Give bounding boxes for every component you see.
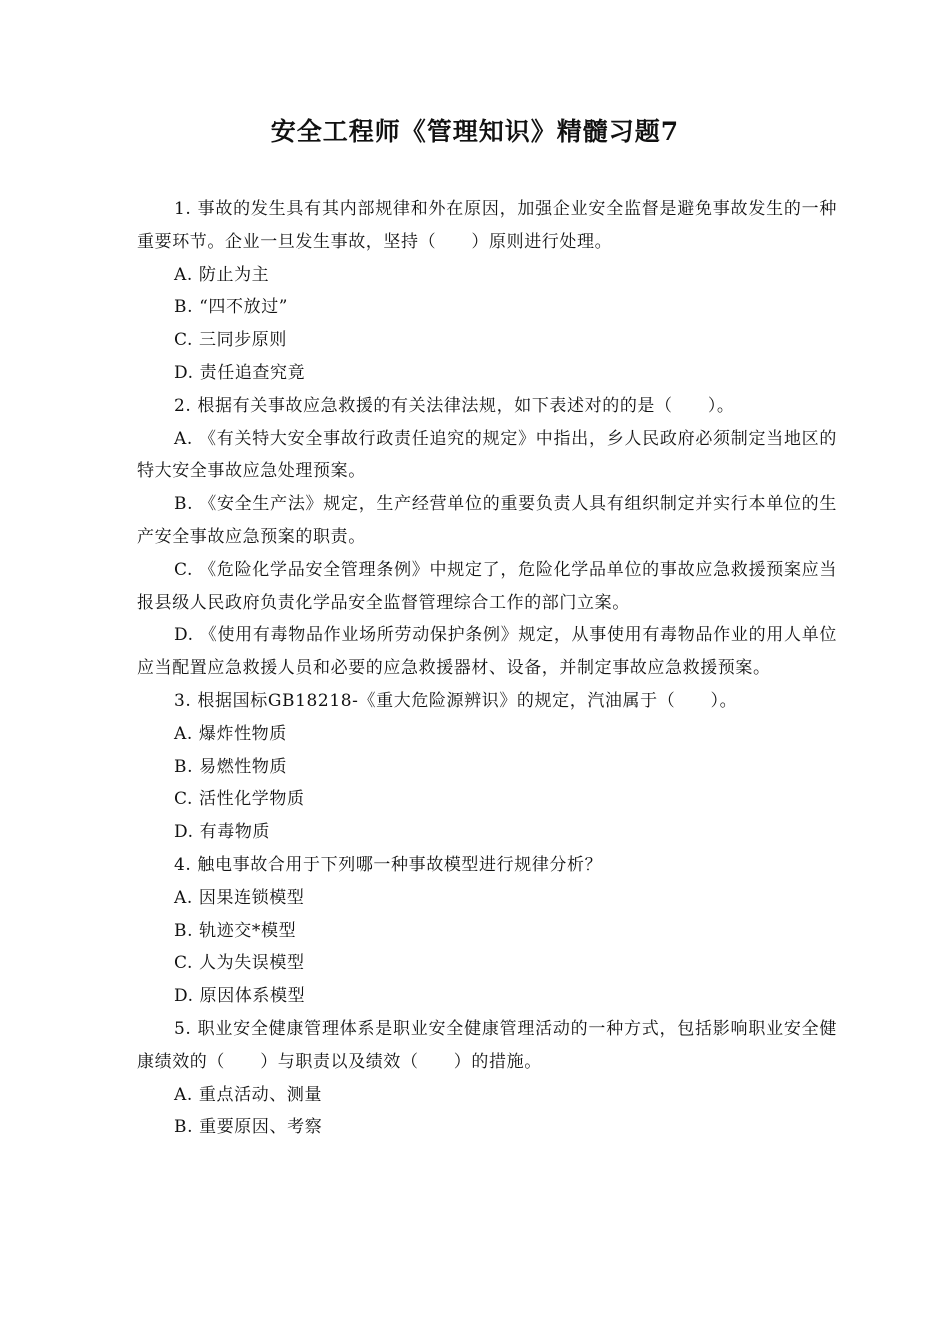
question-3-option-a: A. 爆炸性物质 [174,723,287,744]
question-2-option-d: D. 《使用有毒物品作业场所劳动保护条例》规定，从事使用有毒物品作业的用人单位应当配置应急救援人员和必要的应急救援器材、设备，并制定事故应急救援预案。 [137,625,837,679]
question-2-option-b: B. 《安全生产法》规定，生产经营单位的重要负责人具有组织制定并实行本单位的生产安全事故应急预案的职责。 [137,494,837,547]
question-4-option-a: A. 因果连锁模型 [174,887,305,908]
question-3-option-c: C. 活性化学物质 [174,789,305,810]
question-1-option-b: B. “四不放过” [174,297,289,318]
question-4-option-c: C. 人为失误模型 [174,953,305,974]
question-1-option-d: D. 责任追查究竟 [174,362,306,383]
question-1-stem: 1. 事故的发生具有其内部规律和外在原因，加强企业安全监督是避免事故发生的一种重要环节。企业一旦发生事故，坚持（ ）原则进行处理。 [137,199,837,252]
question-4-stem: 4. 触电事故合用于下列哪一种事故模型进行规律分析？ [174,854,603,875]
document-body [137,193,837,1144]
question-1-option-c: C. 三同步原则 [174,330,288,351]
question-5-option-a: A. 重点活动、测量 [174,1084,323,1105]
question-3-option-d: D. 有毒物质 [174,822,271,843]
document-title: 安全工程师《管理知识》精髓习题7 [270,117,680,146]
question-1-option-a: A. 防止为主 [174,264,270,285]
question-5-option-b: B. 重要原因、考察 [174,1117,323,1138]
question-2-option-a: A. 《有关特大安全事故行政责任追究的规定》中指出，乡人民政府必须制定当地区的特大安全事故应急处理预案。 [137,428,837,482]
question-5-stem: 5. 职业安全健康管理体系是职业安全健康管理活动的一种方式，包括影响职业安全健康绩效的（ ）与职责以及绩效（ ）的措施。 [137,1018,837,1072]
question-3-option-b: B. 易燃性物质 [174,756,288,777]
question-4-option-b: B. 轨迹交*模型 [174,920,297,941]
question-4-option-d: D. 原因体系模型 [174,986,306,1007]
question-3-stem: 3. 根据国标GB18218-《重大危险源辨识》的规定，汽油属于（ ）。 [174,690,738,711]
question-2-stem: 2. 根据有关事故应急救援的有关法律法规，如下表述对的的是（ ）。 [174,395,735,416]
question-2-option-c: C. 《危险化学品安全管理条例》中规定了，危险化学品单位的事故应急救援预案应当报县级人民政府负责化学品安全监督管理综合工作的部门立案。 [137,559,837,613]
